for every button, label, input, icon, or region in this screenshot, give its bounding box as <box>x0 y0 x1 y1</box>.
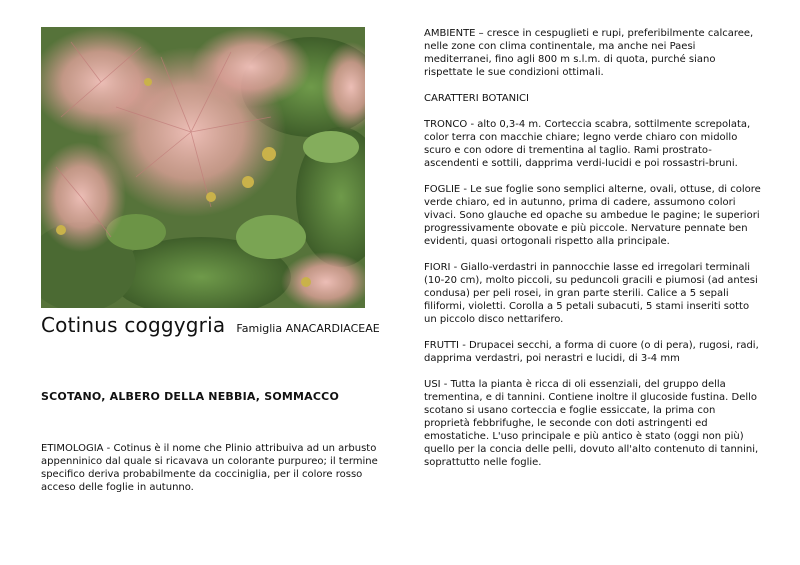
section-label: FRUTTI - <box>424 340 466 351</box>
section-label: TRONCO - <box>424 119 475 130</box>
section-label: FOGLIE - <box>424 184 467 195</box>
flowers-paragraph <box>424 261 762 326</box>
section-label: USI - <box>424 379 448 390</box>
environment-text: cresce in cespuglieti e rupi, preferibilmente calcaree, nelle zone con clima continentale, ma anche nei Paesi mediterranei, fino agli 800 m s.l.m. di quota, purché siano rispettate le sue condizioni ottimali. <box>424 28 754 78</box>
section-text: Drupacei secchi, a forma di cuore (o di pera), rugosi, radi, dapprima verdastri, poi nerastri e lucidi, di 3-4 mm <box>424 340 759 364</box>
section-text: Tutta la pianta è ricca di oli essenziali, del gruppo della trementina, e di tannini. Contiene inoltre il glucoside fustina. Dello scotano si usano corteccia e foglie essiccate, la prima con proprietà febbrifughe, le seconde con doti astringenti ed emostatiche. L'uso principale e più antico è stato (oggi non più) quello per la concia delle pelli, dovuto all'alto contenuto di tannini, soprattutto nelle foglie. <box>424 379 759 468</box>
environment-label: AMBIENTE – <box>424 28 484 39</box>
fruits-paragraph <box>424 339 762 365</box>
section-text: Le sue foglie sono semplici alterne, ovali, ottuse, di colore verde chiaro, ed in autunno, prima di cadere, assumono colori vivaci. Sono glauche ed opache su ambedue le pagine; le superiori progressivamente obovate e più piccole. Nervature pennate ben evidenti, quasi ortogonali rispetto alla principale. <box>424 184 761 247</box>
smoke-tree-illustration <box>41 27 365 308</box>
environment-paragraph <box>424 27 762 79</box>
uses-paragraph <box>424 378 762 469</box>
scientific-name: Cotinus coggygria <box>41 313 226 337</box>
botanical-heading: CARATTERI BOTANICI <box>424 93 529 104</box>
leaves-paragraph <box>424 183 762 248</box>
trunk-paragraph <box>424 118 762 170</box>
etymology-text: Cotinus è il nome che Plinio attribuiva ad un arbusto appenninico dal quale si ricavava un colorante purpureo; il termine specifico deriva probabilmente da cocciniglia, per il colore rosso acceso delle foglie in autunno. <box>41 443 378 493</box>
section-text: alto 0,3-4 m. Corteccia scabra, sottilmente screpolata, color terra con macchie chiare; legno verde chiaro con midollo scuro e con odore di trementina al taglio. Rami prostrato-ascendenti e sottili, dapprima verdi-lucidi e poi rossastri-bruni. <box>424 119 751 169</box>
plant-title <box>41 313 380 337</box>
etymology-paragraph <box>41 442 391 494</box>
section-label: FIORI - <box>424 262 458 273</box>
section-text: Giallo-verdastri in pannocchie lasse ed irregolari terminali (10-20 cm), molto piccoli, su peduncoli gracili e piumosi (ad antesi condusa) per peli rosei, in gran parte sterili. Calice a 5 sepali filiformi, violetti. Corolla a 5 petali subacuti, 5 stami inseriti sotto un piccolo disco nettarifero. <box>424 262 758 325</box>
right-column <box>424 27 762 482</box>
plant-photo <box>41 27 365 308</box>
family-name: Famiglia ANACARDIACEAE <box>236 322 380 335</box>
common-names: SCOTANO, ALBERO DELLA NEBBIA, SOMMACCO <box>41 390 339 403</box>
etymology-label: ETIMOLOGIA - <box>41 443 111 454</box>
